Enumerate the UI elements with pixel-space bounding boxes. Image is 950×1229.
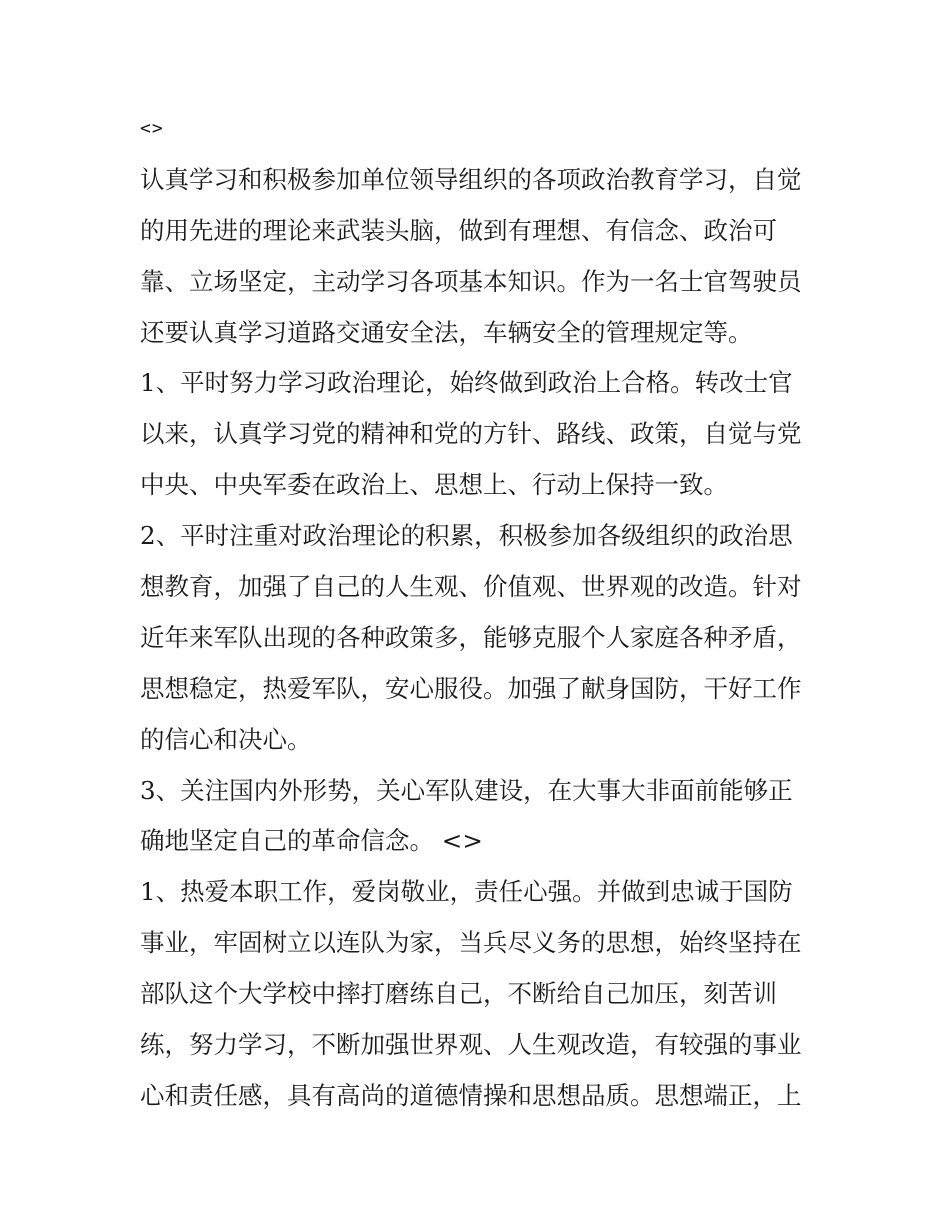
text-line: 靠、立场坚定，主动学习各项基本知识。作为一名士官驾驶员 — [140, 266, 802, 296]
text-line: 2、平时注重对政治理论的积累，积极参加各级组织的政治思 — [140, 521, 793, 551]
text-line: 想教育，加强了自己的人生观、价值观、世界观的改造。针对 — [140, 572, 802, 602]
text-line: 近年来军队出现的各种政策多，能够克服个人家庭各种矛盾， — [140, 622, 802, 652]
text-line: 3、关注国内外形势，关心军队建设，在大事大非面前能够正 — [140, 775, 793, 805]
text-line: 练，努力学习，不断加强世界观、人生观改造，有较强的事业 — [140, 1030, 802, 1060]
text-line: 还要认真学习道路交通安全法，车辆安全的管理规定等。 — [140, 317, 753, 347]
text-line: 心和责任感，具有高尚的道德情操和思想品质。思想端正，上 — [140, 1080, 802, 1110]
text-line: 确地坚定自己的革命信念。 <> — [140, 826, 483, 856]
text-line: 1、平时努力学习政治理论，始终做到政治上合格。转改士官 — [140, 368, 793, 398]
text-line: 的用先进的理论来武装头脑，做到有理想、有信念、政治可 — [140, 215, 777, 245]
text-line: 思想稳定，热爱军队，安心服役。加强了献身国防，干好工作 — [140, 673, 802, 703]
text-line: 以来，认真学习党的精神和党的方针、路线、政策，自觉与党 — [140, 419, 802, 449]
text-line: 的信心和决心。 — [140, 724, 312, 754]
document-body — [140, 104, 830, 1122]
text-line: 认真学习和积极参加单位领导组织的各项政治教育学习，自觉 — [140, 164, 802, 194]
text-line: 部队这个大学校中摔打磨练自己，不断给自己加压，刻苦训 — [140, 979, 777, 1009]
section-marker: <> — [140, 118, 164, 139]
text-line: 中央、中央军委在政治上、思想上、行动上保持一致。 — [140, 470, 728, 500]
text-line: 1、热爱本职工作，爱岗敬业，责任心强。并做到忠诚于国防 — [140, 877, 793, 907]
text-line: 事业，牢固树立以连队为家，当兵尽义务的思想，始终坚持在 — [140, 928, 802, 958]
